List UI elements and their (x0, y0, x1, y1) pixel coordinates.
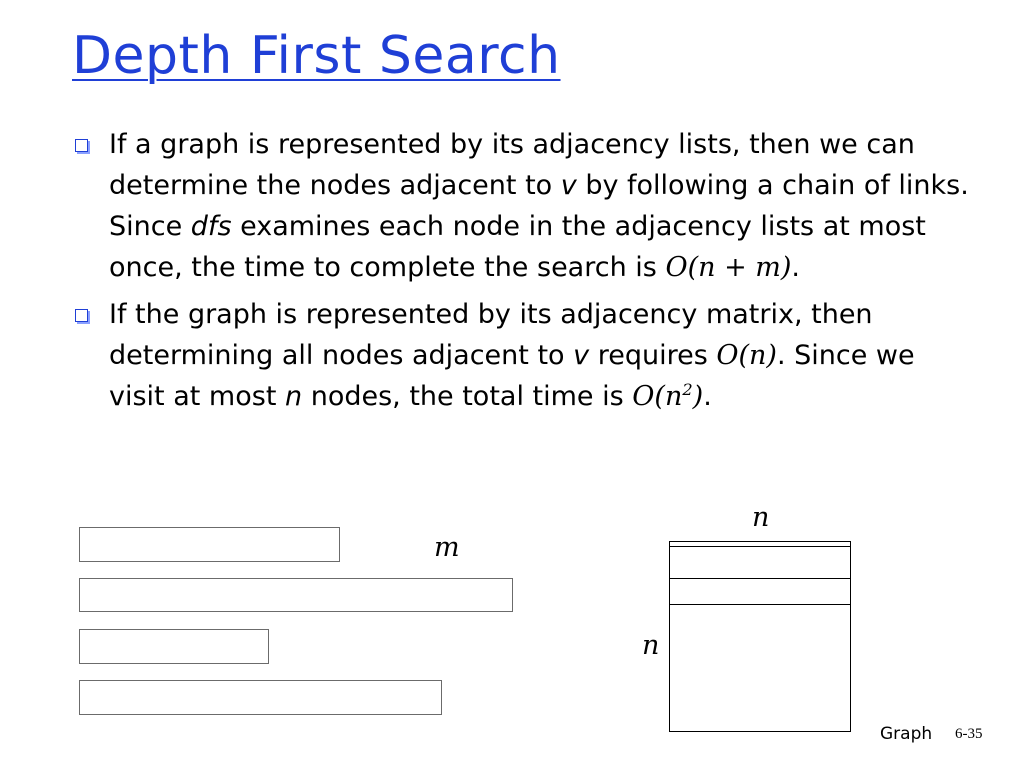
bullet2-complexity-1: O(n) (716, 340, 777, 371)
slide-title: Depth First Search (72, 26, 561, 86)
bullet1-dfs: dfs (190, 211, 232, 242)
footer-page-number: 6-35 (955, 726, 983, 742)
bullet-item-adjacency-matrix (72, 294, 972, 417)
adjacency-matrix (669, 541, 851, 732)
footer-section: Graph (880, 724, 933, 744)
bullet1-text-2: by following a chain of links. Since (109, 170, 969, 242)
label-n-top: n (752, 502, 770, 533)
bullet1-complexity: O(n + m) (665, 252, 792, 283)
bullet2-complexity-2-exp: 2 (682, 380, 693, 399)
adjacency-list-row (79, 629, 269, 664)
matrix-row-line (670, 546, 850, 547)
bullet2-complexity-2-base: O(n (632, 381, 683, 412)
bullet2-text-1: If the graph is represented by its adjacency matrix, then determining all nodes adjacent to (109, 299, 873, 371)
label-m: m (434, 532, 460, 563)
bullet1-var-v: v (560, 170, 577, 201)
bullet1-text-1: If a graph is represented by its adjacency lists, then we can determine the nodes adjacent to (109, 129, 915, 201)
matrix-row-line (670, 578, 850, 579)
bullet2-complexity-2-close: ) (692, 381, 704, 412)
bullet2-var-n: n (285, 381, 303, 412)
adjacency-list-row (79, 578, 513, 612)
bullet2-text-3: . Since we visit at most (109, 340, 915, 412)
bullet-list (72, 124, 972, 417)
label-n-left: n (642, 630, 660, 661)
bullet-item-adjacency-lists (72, 124, 972, 288)
bullet1-text-4: . (791, 252, 801, 283)
adjacency-list-row (79, 527, 340, 562)
hollow-square-bullet-icon (75, 309, 88, 322)
bullet2-text-5: . (703, 381, 712, 412)
adjacency-list-row (79, 680, 442, 715)
bullet2-text-2: requires (589, 340, 717, 371)
bullet2-var-v: v (573, 340, 590, 371)
bullet2-complexity-2 (632, 381, 703, 412)
bullet1-text-3: examines each node in the adjacency lists at most once, the time to complete the search is (109, 211, 926, 283)
bullet2-text-4: nodes, the total time is (302, 381, 633, 412)
hollow-square-bullet-icon (75, 139, 88, 152)
matrix-row-line (670, 604, 850, 605)
